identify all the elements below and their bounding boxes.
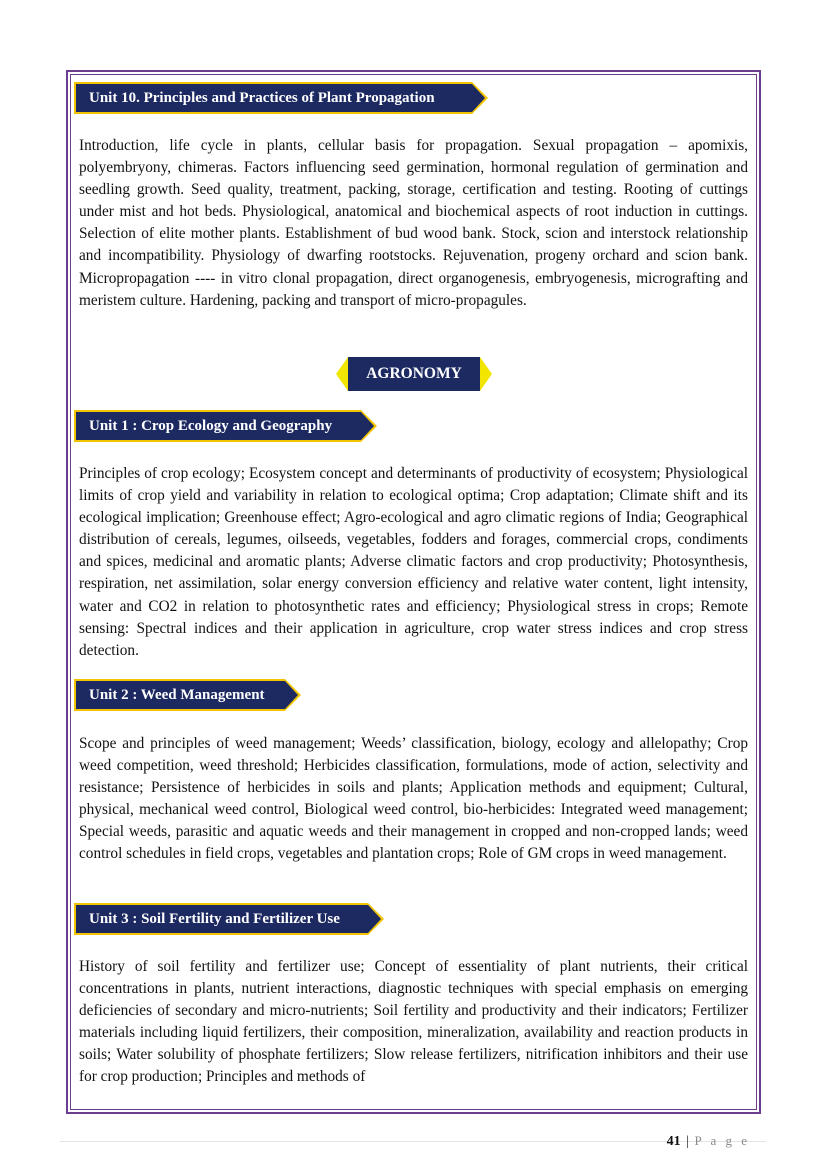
- unit-10-body: Introduction, life cycle in plants, cellular basis for propagation. Sexual propagation – apomixis, polyembryony, chimeras. Factors influencing seed germination, hormonal regulation of germination and seedling growth. Seed quality, treatment, packing, storage, certification and testing. Rooting of cuttings under mist and hot beds. Physiological, anatomical and biochemical aspects of root induction in cuttings. Selection of elite mother plants. Establishment of bud wood bank. Stock, scion and interstock relationship and incompatibility. Physiology of dwarfing rootstocks. Rejuvenation, progeny orchard and scion bank. Micropropagation ---- in vitro clonal propagation, direct organogenesis, embryogenesis, micrografting and meristem culture. Hardening, packing and transport of micro-propagules.: [79, 137, 748, 309]
- unit-3-heading: [74, 903, 368, 935]
- section-title: AGRONOMY: [348, 357, 480, 391]
- unit-10-heading: [74, 82, 472, 114]
- unit-1-body: Principles of crop ecology; Ecosystem concept and determinants of productivity of ecosystem; Physiological limits of crop yield and variability in relation to ecological optima; Crop adaptation; Climate shift and its ecological implication; Greenhouse effect; Agro-ecological and agro climatic regions of India; Geographical distribution of cereals, legumes, oilseeds, vegetables, fodders and forages, commercial crops, condiments and spices, medicinal and aromatic plants; Adverse climatic factors and crop productivity; Photosynthesis, respiration, net assimilation, solar energy conversion efficiency and relative water content, light intensity, water and CO2 in relation to photosynthetic rates and efficiency; Physiological stress in crops; Remote sensing: Spectral indices and their application in agriculture, crop water stress indices and crop stress detection.: [79, 465, 748, 659]
- unit-3-body: History of soil fertility and fertilizer use; Concept of essentiality of plant nutrients, their critical concentrations in plants, nutrient interactions, diagnostic techniques with special emphasis on emerging deficiencies of secondary and micro-nutrients; Soil fertility and productivity and their indicators; Fertilizer materials including liquid fertilizers, their composition, mineralization, availability and reaction products in soils; Water solubility of phosphate fertilizers; Slow release fertilizers, nitrification inhibitors and their use for crop production; Principles and methods of: [79, 958, 748, 1086]
- unit-2-body: Scope and principles of weed management; Weeds’ classification, biology, ecology and allelopathy; Crop weed competition, weed threshold; Herbicides classification, formulations, mode of action, selectivity and resistance; Persistence of herbicides in soils and plants; Application methods and equipment; Cultural, physical, mechanical weed control, Biological weed control, bio-herbicides: Integrated weed management; Special weeds, parasitic and aquatic weeds and their management in cropped and non-cropped lands; weed control schedules in field crops, vegetables and plantation crops; Role of GM crops in weed management.: [79, 735, 748, 863]
- unit-2-heading: [74, 679, 285, 711]
- unit-1-heading: [74, 410, 361, 442]
- unit-1-title: Unit 1 : Crop Ecology and Geography: [89, 418, 333, 434]
- page-footer: [667, 1133, 750, 1150]
- unit-2-title: Unit 2 : Weed Management: [89, 687, 265, 703]
- agronomy-section-banner: [336, 357, 492, 391]
- unit-10-title: Unit 10. Principles and Practices of Plant Propagation: [89, 90, 435, 106]
- page-label: P a g e: [694, 1133, 750, 1148]
- unit-3-title: Unit 3 : Soil Fertility and Fertilizer Use: [89, 911, 340, 927]
- footer-rule: [60, 1141, 766, 1142]
- page-number: 41: [666, 1134, 681, 1149]
- footer-separator: |: [686, 1134, 689, 1149]
